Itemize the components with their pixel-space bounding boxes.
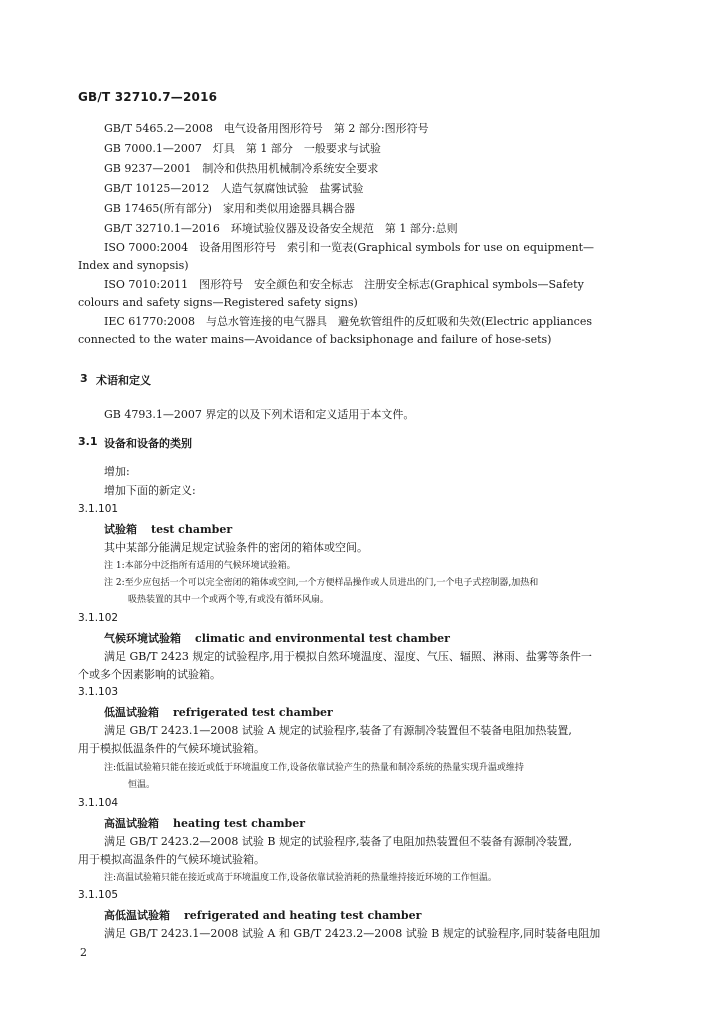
term-104-definition-line2: 用于模拟高温条件的气候环境试验箱。	[78, 853, 265, 866]
term-105	[104, 907, 421, 923]
ref-iec61770-line1: IEC 61770:2008 与总水管连接的电气器具 避免软管组件的反虹吸和失效(Electric appliances	[104, 315, 592, 328]
term-101-note-2-line2: 吸热装置的其中一个或两个等,有或没有循环风扇。	[128, 595, 329, 605]
term-103	[104, 704, 333, 720]
term-number-105: 3.1.105	[78, 889, 119, 901]
ref-iec61770-line2: connected to the water mains—Avoidance of backsiphonage and failure of hose-sets)	[78, 333, 552, 346]
addition-new-definitions: 增加下面的新定义:	[104, 484, 196, 497]
term-101-zh: 试验箱	[104, 523, 137, 536]
term-103-note-line2: 恒温。	[128, 780, 156, 790]
term-103-definition-line2: 用于模拟低温条件的气候环境试验箱。	[78, 742, 265, 755]
term-105-zh: 高低温试验箱	[104, 909, 170, 922]
ref-iso7000-line1: ISO 7000:2004 设备用图形符号 索引和一览表(Graphical symbols for use on equipment—	[104, 241, 595, 254]
ref-gb7000: GB 7000.1—2007 灯具 第 1 部分 一般要求与试验	[104, 142, 381, 155]
section-3-intro: GB 4793.1—2007 界定的以及下列术语和定义适用于本文件。	[104, 408, 415, 421]
section-3-1-title: 设备和设备的类别	[104, 437, 192, 450]
term-104-zh: 高温试验箱	[104, 817, 159, 830]
term-102-en: climatic and environmental test chamber	[195, 632, 450, 645]
term-103-definition-line1: 满足 GB/T 2423.1—2008 试验 A 规定的试验程序,装备了有源制冷装置但不装备电阻加热装置,	[104, 724, 572, 737]
ref-gbt5465: GB/T 5465.2—2008 电气设备用图形符号 第 2 部分:图形符号	[104, 122, 429, 135]
addition-label: 增加:	[104, 465, 130, 478]
section-3-1-number: 3.1	[78, 435, 98, 448]
term-103-note-line1: 注:低温试验箱只能在接近或低于环境温度工作,设备依靠试验产生的热量和制冷系统的热量实现升温或维持	[104, 763, 524, 773]
section-3-number: 3	[80, 372, 88, 385]
term-102-definition-line2: 个或多个因素影响的试验箱。	[78, 668, 221, 681]
ref-gbt10125: GB/T 10125—2012 人造气氛腐蚀试验 盐雾试验	[104, 182, 364, 195]
term-103-en: refrigerated test chamber	[173, 706, 333, 719]
term-102-zh: 气候环境试验箱	[104, 632, 181, 645]
ref-gb9237: GB 9237—2001 制冷和供热用机械制冷系统安全要求	[104, 162, 379, 175]
term-number-101: 3.1.101	[78, 503, 119, 515]
term-104	[104, 815, 305, 831]
ref-gb17465: GB 17465(所有部分) 家用和类似用途器具耦合器	[104, 202, 355, 215]
section-3-title: 术语和定义	[96, 374, 151, 387]
term-101-note-1: 注 1:本部分中泛指所有适用的气候环境试验箱。	[104, 561, 296, 571]
term-105-definition-line1: 满足 GB/T 2423.1—2008 试验 A 和 GB/T 2423.2—2008 试验 B 规定的试验程序,同时装备电阻加	[104, 927, 601, 940]
term-101-en: test chamber	[151, 523, 233, 536]
page-number: 2	[80, 946, 87, 959]
term-number-103: 3.1.103	[78, 686, 119, 698]
term-number-102: 3.1.102	[78, 612, 119, 624]
term-104-definition-line1: 满足 GB/T 2423.2—2008 试验 B 规定的试验程序,装备了电阻加热装置但不装备有源制冷装置,	[104, 835, 572, 848]
standard-header: GB/T 32710.7—2016	[78, 90, 218, 104]
term-103-zh: 低温试验箱	[104, 706, 159, 719]
term-number-104: 3.1.104	[78, 797, 119, 809]
term-101-note-2-line1: 注 2:至少应包括一个可以完全密闭的箱体或空间,一个方便样品操作或人员进出的门,一个电子式控制器,加热和	[104, 578, 539, 588]
term-104-en: heating test chamber	[173, 817, 306, 830]
term-101-definition: 其中某部分能满足规定试验条件的密闭的箱体或空间。	[104, 541, 368, 554]
term-101	[104, 521, 232, 537]
ref-iso7010-line1: ISO 7010:2011 图形符号 安全颜色和安全标志 注册安全标志(Graphical symbols—Safety	[104, 278, 584, 291]
term-105-en: refrigerated and heating test chamber	[184, 909, 422, 922]
term-102-definition-line1: 满足 GB/T 2423 规定的试验程序,用于模拟自然环境温度、湿度、气压、辐照、淋雨、盐雾等条件一	[104, 650, 592, 663]
term-102	[104, 630, 450, 646]
ref-gbt32710-1: GB/T 32710.1—2016 环境试验仪器及设备安全规范 第 1 部分:总则	[104, 222, 458, 235]
ref-iso7010-line2: colours and safety signs—Registered safety signs)	[78, 296, 358, 309]
term-104-note: 注:高温试验箱只能在接近或高于环境温度工作,设备依靠试验消耗的热量维持接近环境的工作恒温。	[104, 873, 497, 883]
ref-iso7000-line2: Index and synopsis)	[78, 259, 189, 272]
